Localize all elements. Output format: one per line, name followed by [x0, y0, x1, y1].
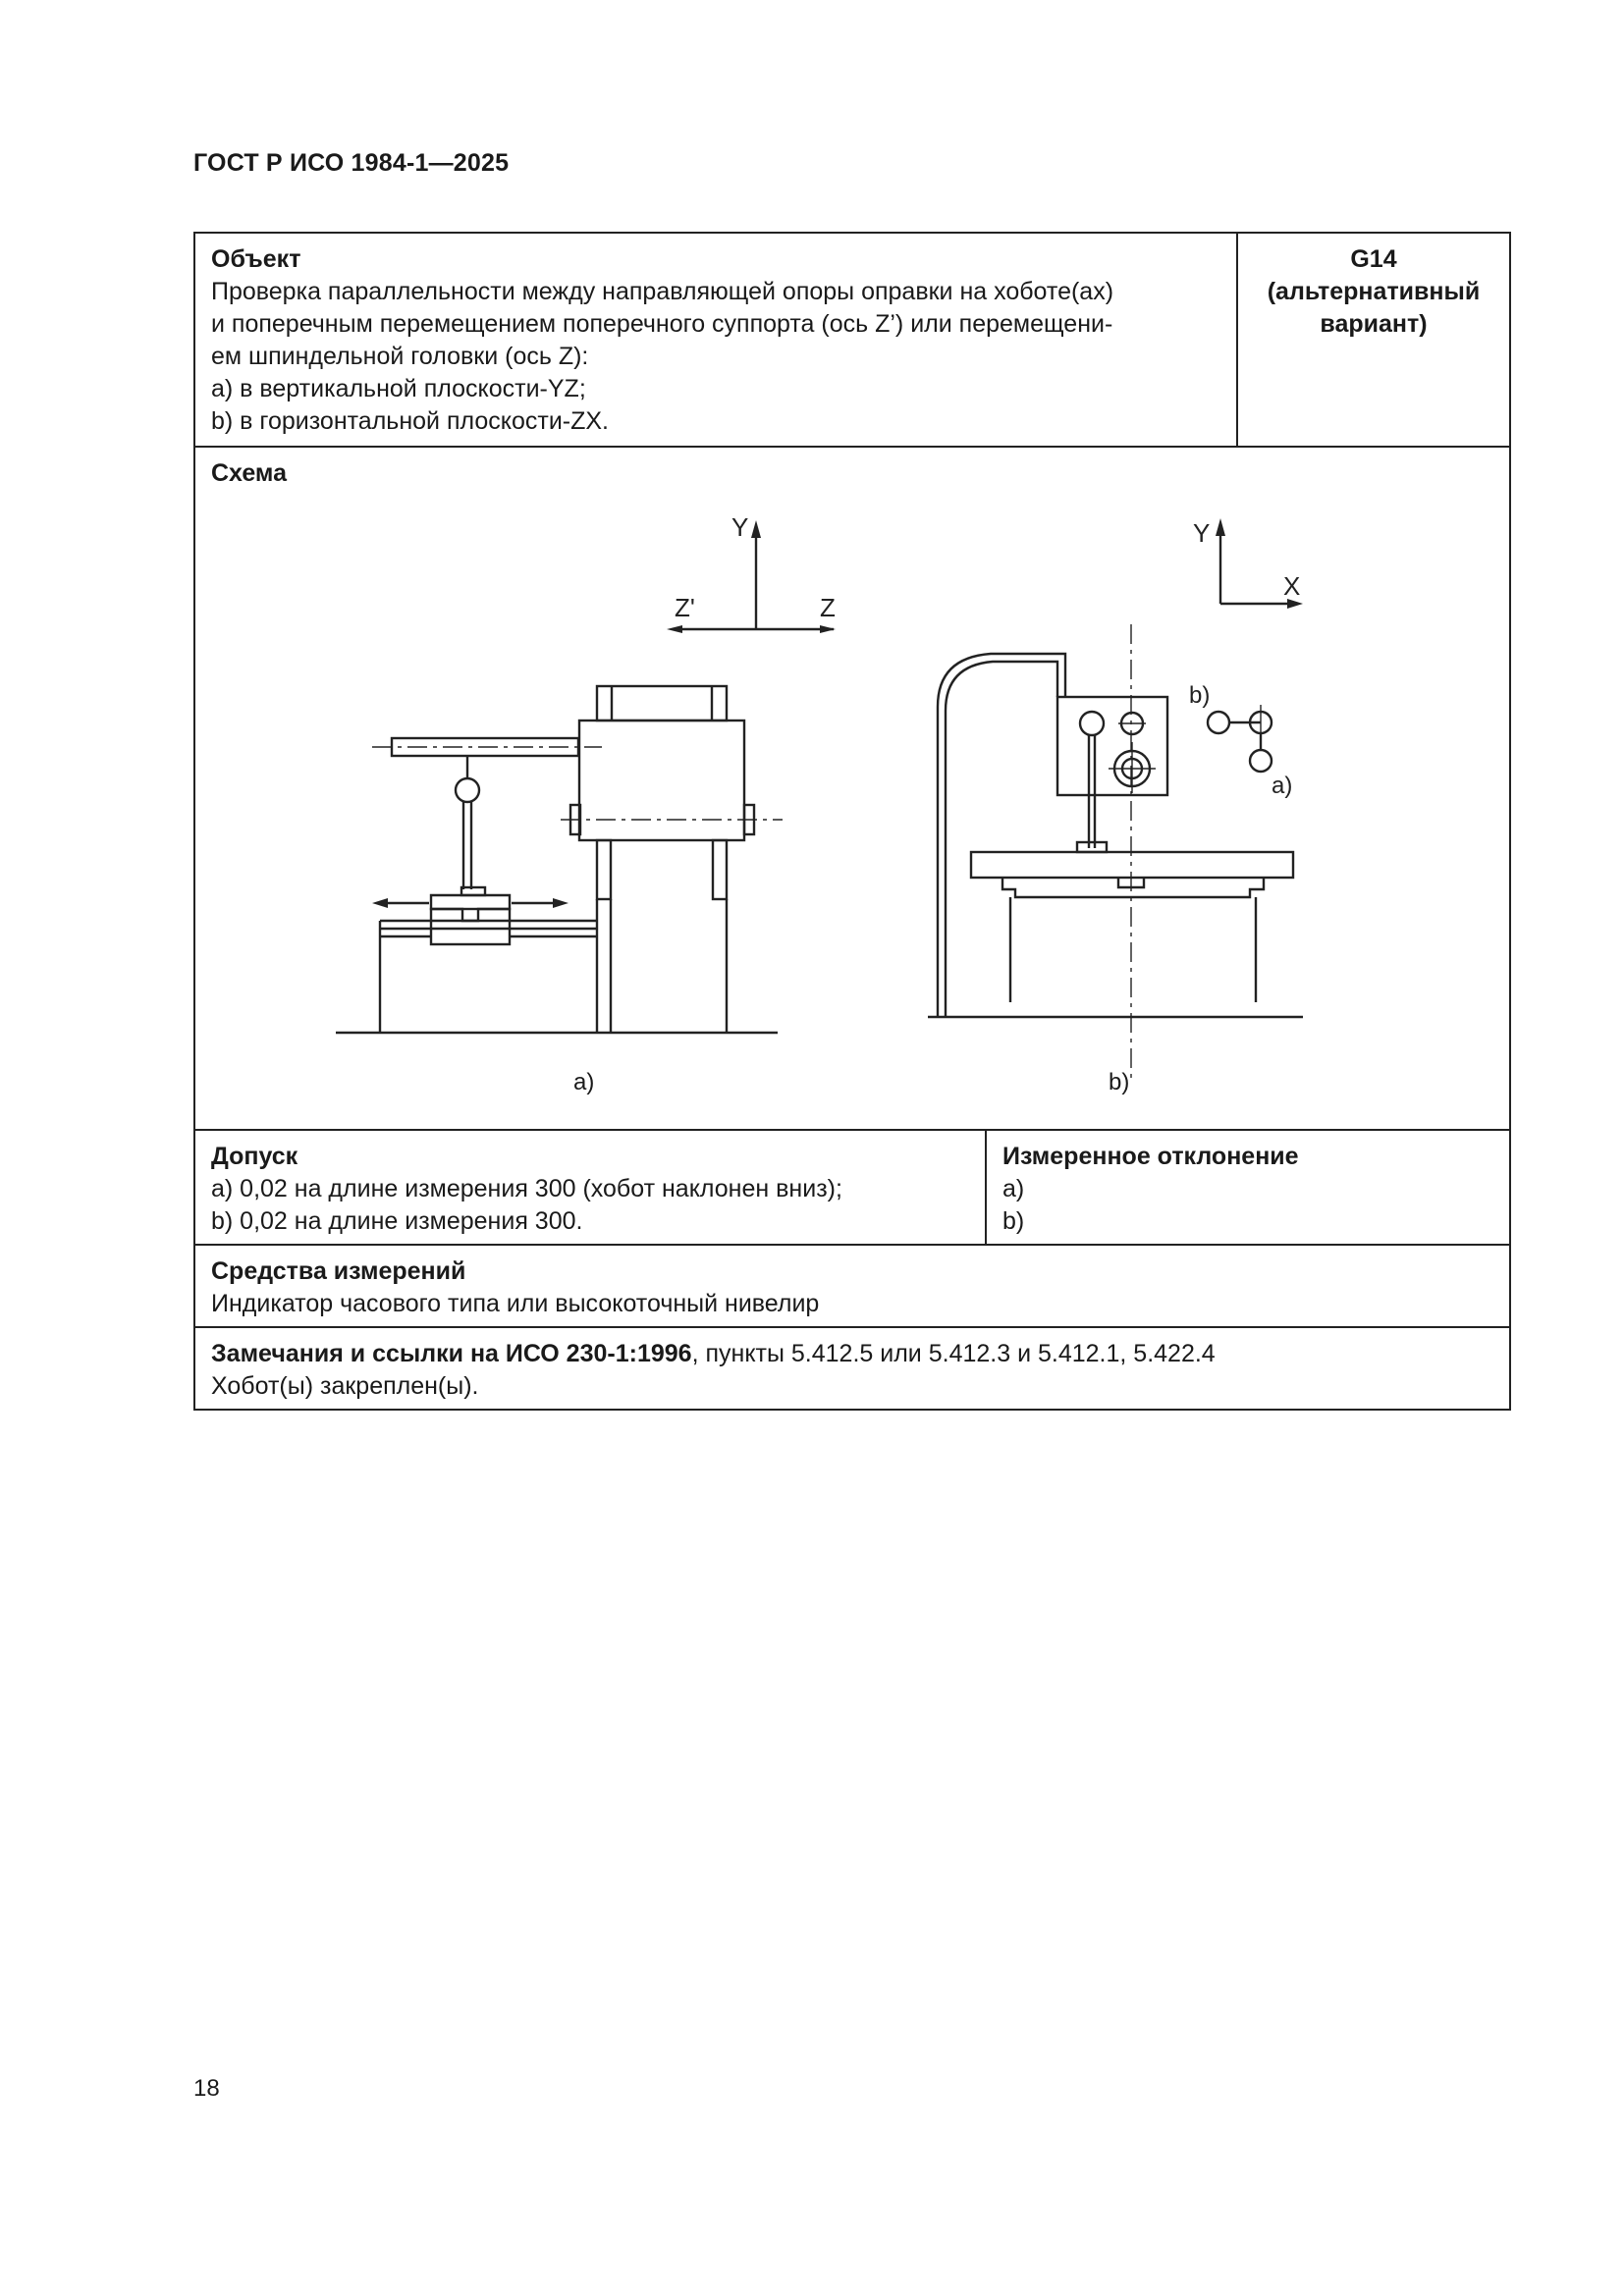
object-line-3: ем шпиндельной головки (ось Z):: [211, 343, 589, 370]
scheme-label: Схема: [211, 459, 287, 487]
page-number: 18: [193, 2075, 220, 2102]
object-line-5: b) в горизонтальной плоскости-ZX.: [211, 407, 610, 435]
test-spec-table: [193, 232, 1511, 1411]
instruments-label: Средства измерений: [211, 1257, 466, 1285]
caption-b: b): [1109, 1069, 1130, 1095]
axis-b-y-label: Y: [1193, 518, 1211, 548]
tolerance-cell: [194, 1130, 986, 1245]
scheme-drawing: [195, 448, 1509, 1129]
marker-a-label: a): [1272, 773, 1293, 799]
test-variant-2: вариант): [1320, 310, 1428, 338]
measured-b: b): [1002, 1207, 1025, 1235]
test-variant-1: (альтернативный: [1267, 278, 1481, 305]
machine-b: [928, 624, 1303, 1080]
remarks-line-2: Хобот(ы) закреплен(ы).: [211, 1372, 479, 1400]
object-line-4: a) в вертикальной плоскости-YZ;: [211, 375, 586, 402]
axes-a: [667, 512, 836, 633]
measured-label: Измеренное отклонение: [1002, 1143, 1299, 1170]
remarks-text: , пункты 5.412.5 или 5.412.3 и 5.412.1, 5.422.4: [691, 1340, 1216, 1367]
object-label: Объект: [211, 245, 301, 273]
machine-a: [336, 686, 783, 1033]
axis-a-z-label: Z: [820, 593, 836, 622]
tolerance-label: Допуск: [211, 1143, 298, 1170]
diagram-a: [336, 512, 836, 1033]
object-line-2: и поперечным перемещением поперечного суппорта (ось Z’) или перемещени-: [211, 310, 1113, 338]
caption-a: a): [573, 1069, 595, 1095]
remarks-label: Замечания и ссылки на ИСО 230-1:1996: [211, 1340, 692, 1367]
remarks-line-1: [211, 1338, 1493, 1370]
measured-cell: [986, 1130, 1510, 1245]
object-line-1: Проверка параллельности между направляющей опоры оправки на хоботе(ах): [211, 278, 1114, 305]
measured-a: a): [1002, 1175, 1025, 1202]
axis-b-x-label: X: [1283, 571, 1301, 601]
axis-a-y-label: Y: [731, 512, 749, 542]
test-id-cell: [1237, 233, 1510, 447]
document-header: ГОСТ Р ИСО 1984-1—2025: [193, 149, 510, 177]
tolerance-b: b) 0,02 на длине измерения 300.: [211, 1207, 583, 1235]
instruments-cell: [194, 1245, 1510, 1327]
axes-b: [1193, 518, 1303, 609]
object-cell: [194, 233, 1237, 447]
scheme-cell: [194, 447, 1510, 1130]
remarks-cell: [194, 1327, 1510, 1410]
axis-a-zprime-label: Z': [675, 593, 695, 622]
marker-b-label: b): [1189, 682, 1211, 709]
test-code: G14: [1350, 245, 1397, 273]
diagram-b: [928, 518, 1303, 1080]
instruments-text: Индикатор часового типа или высокоточный нивелир: [211, 1290, 820, 1317]
tolerance-a: a) 0,02 на длине измерения 300 (хобот наклонен вниз);: [211, 1175, 842, 1202]
